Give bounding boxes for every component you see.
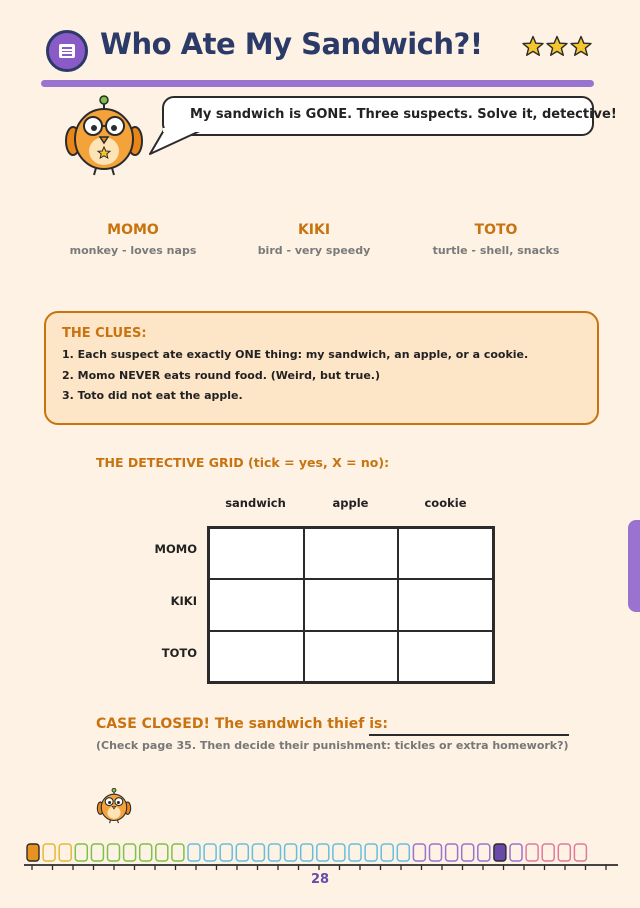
- suspect-name: KIKI: [297, 222, 331, 238]
- section-side-tab: [628, 520, 640, 612]
- page-progress-box: [156, 844, 168, 861]
- page-progress-box: [91, 844, 103, 861]
- detective-grid: [207, 526, 495, 684]
- suspect-description: monkey - loves naps: [69, 244, 197, 257]
- page-progress-box: [349, 844, 361, 861]
- grid-cell[interactable]: [398, 579, 493, 630]
- page-progress-box: [446, 844, 458, 861]
- page-progress-box: [204, 844, 216, 861]
- grid-cell[interactable]: [209, 528, 304, 579]
- clues-title: THE CLUES:: [62, 326, 147, 341]
- answer-line[interactable]: [369, 734, 569, 736]
- page-progress-box: [236, 844, 248, 861]
- case-note: (Check page 35. Then decide their punishment: tickles or extra homework?): [96, 739, 569, 752]
- page-progress-box: [478, 844, 490, 861]
- page-progress-box: [75, 844, 87, 861]
- grid-cell[interactable]: [398, 631, 493, 682]
- grid-column-header: sandwich: [225, 496, 286, 510]
- grid-cell[interactable]: [398, 528, 493, 579]
- page-progress-box: [558, 844, 570, 861]
- page-progress-box: [333, 844, 345, 861]
- grid-row-header: TOTO: [161, 646, 197, 660]
- grid-cell[interactable]: [209, 579, 304, 630]
- page-progress-box: [252, 844, 264, 861]
- owl-mascot-small-icon: [96, 788, 132, 824]
- page-title: Who Ate My Sandwich?!: [100, 27, 483, 61]
- grid-row-header: MOMO: [154, 542, 197, 556]
- page-progress-box: [317, 844, 329, 861]
- owl-detective-mascot-icon: [64, 95, 144, 177]
- page-progress-box: [172, 844, 184, 861]
- page-progress-box: [462, 844, 474, 861]
- case-closed-prompt: CASE CLOSED! The sandwich thief is:: [96, 716, 388, 732]
- star-icon: [547, 37, 567, 56]
- page-progress-box: [510, 844, 522, 861]
- grid-cell[interactable]: [304, 528, 399, 579]
- page-progress-box: [269, 844, 281, 861]
- suspect-name: TOTO: [474, 222, 518, 238]
- suspect-description: turtle - shell, snacks: [432, 244, 560, 257]
- clue-item: 1. Each suspect ate exactly ONE thing: my sandwich, an apple, or a cookie.: [62, 348, 529, 361]
- page-progress-box: [43, 844, 55, 861]
- page-progress-box: [574, 844, 586, 861]
- header-divider: [41, 80, 594, 87]
- grid-row-header: KIKI: [170, 594, 197, 608]
- suspect-name: MOMO: [107, 222, 159, 238]
- grid-column-header: apple: [332, 496, 369, 510]
- page-progress-box: [494, 844, 506, 861]
- page-progress-box: [124, 844, 136, 861]
- speech-bubble-tail: [148, 128, 204, 158]
- page-progress-box: [381, 844, 393, 861]
- page-progress-box: [108, 844, 120, 861]
- page-progress-box: [301, 844, 313, 861]
- page-progress-box: [59, 844, 71, 861]
- page-progress-box: [27, 844, 39, 861]
- page-progress-box: [188, 844, 200, 861]
- star-icon: [523, 37, 543, 56]
- page-progress-box: [413, 844, 425, 861]
- document-icon: [46, 30, 88, 72]
- grid-cell[interactable]: [304, 579, 399, 630]
- grid-cell[interactable]: [209, 631, 304, 682]
- page-progress-box: [365, 844, 377, 861]
- grid-title: THE DETECTIVE GRID (tick = yes, X = no):: [96, 455, 390, 470]
- grid-cell[interactable]: [304, 631, 399, 682]
- grid-column-header: cookie: [424, 496, 467, 510]
- page-progress-box: [140, 844, 152, 861]
- page-progress-box: [526, 844, 538, 861]
- page-progress-box: [542, 844, 554, 861]
- page-progress-box: [285, 844, 297, 861]
- page-number: 28: [310, 872, 330, 887]
- star-icon: [571, 37, 591, 56]
- difficulty-stars: [522, 35, 594, 59]
- page-progress-box: [397, 844, 409, 861]
- clue-item: 2. Momo NEVER eats round food. (Weird, but true.): [62, 369, 380, 382]
- clue-item: 3. Toto did not eat the apple.: [62, 389, 243, 402]
- suspect-description: bird - very speedy: [257, 244, 371, 257]
- page-progress-box: [220, 844, 232, 861]
- page-progress-box: [430, 844, 442, 861]
- speech-bubble-text: My sandwich is GONE. Three suspects. Solve it, detective!: [190, 107, 617, 122]
